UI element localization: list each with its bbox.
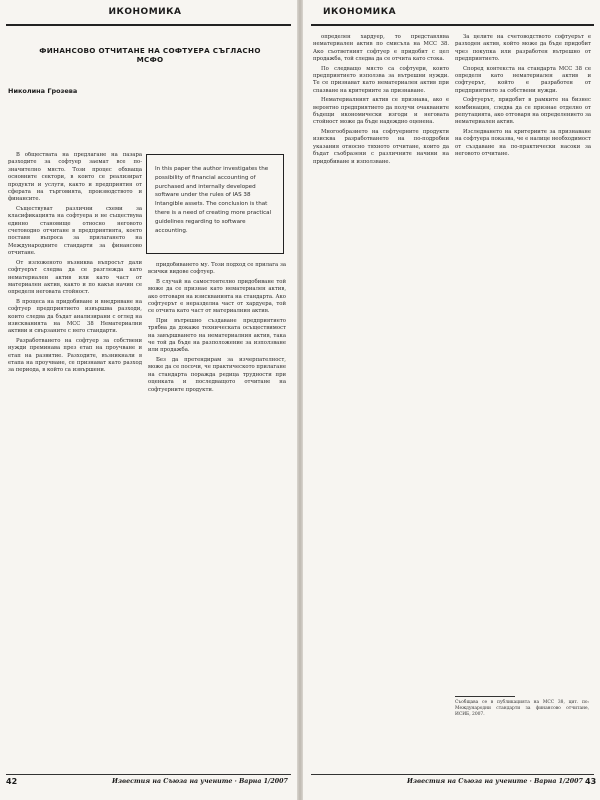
abstract-box: In this paper the author investigates the possibility of financial accounting of purchased and internally developed software under the rules of IAS 38 Intangible assets. The conclusion is that there is a need of creating more practical guidelines regarding to software accounting. [146,154,284,254]
paragraph: Разработването на софтуер за собствени нужди преминава през етап на проучване и етап на развитие. Разходите, възникнали в етапа на проучване, се признават като разход за периода, в който са извършени. [8,337,142,374]
section-header: ИКОНОМИКА [323,7,397,17]
right-column-2 [455,34,591,690]
paragraph: По следващо място са софтуери, които предприятието използва за вътрешни нужди. Те се признават като нематериален актив при спазване на критериите за признаване. [313,65,449,94]
paragraph: определен хардуер, то представлява нематериален актив по смисъла на МСС 38. Ако съответният софтуер е придобит с цел продажба, той следва да се отчита като стока. [313,34,449,63]
paragraph: придобиването му. Този подход се прилага за всички видове софтуер. [148,262,286,276]
footnote: Съобщава се в публикацията на МСС 38, цит. по: Международни стандарти за финансово отчитане, ИСИБ, 2007. [455,700,589,717]
paragraph: При вътрешно създаване предприятието трябва да докаже техническата осъществимост на завършването на нематериалния актив, така че той да бъде на разположение за използване или продажба. [148,317,286,354]
header-rule [6,24,291,26]
paragraph: Софтуерът, придобит в рамките на бизнес комбинация, следва да се признае отделно от репутацията, ако отговаря на определението за нематериален актив. [455,97,591,126]
paragraph: Изследването на критериите за признаване на софтуера показва, че е налице необходимост от създаване на по-практически насоки за неговото отчитане. [455,128,591,158]
paragraph: За целите на счетоводството софтуерът е разходен актив, който може да бъде придобит чрез покупка или разработен вътрешно от предприятието. [455,34,591,63]
page-number: 43 [585,777,597,786]
footnote-rule [455,696,515,697]
paragraph: Според контекста на стандарта МСС 38 се определя като нематериален актив и софтуерът, който е разработен от предприятието за собствени нужди. [455,65,591,94]
paragraph: В процеса на придобиване и внедряване на софтуер предприятието извършва разходи, които следва да бъдат анализирани с оглед на изискванията на МСС 38 Нематериални активи и свързаните с него стандарти. [8,298,142,335]
article-author: Николина Грозева [8,87,78,95]
footer-rule [311,774,594,775]
left-page [0,0,297,800]
left-column-2 [148,262,286,770]
paragraph: В обществата на предлагане на пазара разходите за софтуер заемат все по-значително място. Този процес обхваща основните сектори, в които се реализират продукти и услуги, както и предприятия от сферата на търговията, производството и финансите. [8,152,142,203]
paragraph: Нематериалният актив се признава, ако е вероятно предприятието да получи очакваните бъдещи икономически изгоди и неговата стойност може да бъде надеждно оценена. [313,97,449,126]
section-header: ИКОНОМИКА [108,7,182,17]
paragraph: Съществуват различни схеми за класификацията на софтуера и не съществува единно становище относно неговото счетоводно отчитане в предприятията, което поставя въпроса за прилагането на Международните стандарти за финансово отчитане. [8,205,142,257]
paragraph: Без да претендирам за изчерпателност, може да се посочи, че практическото прилагане на стандарта поражда редица трудности при оценката и последващото отчитане на софтуерните продукти. [148,356,286,393]
right-column-1 [313,34,449,770]
header-rule [311,24,594,26]
journal-title: Известия на Съюза на учените · Варна 1/2007 [112,778,288,785]
journal-title: Известия на Съюза на учените · Варна 1/2007 [407,778,583,785]
footer-rule [6,774,291,775]
article-title: ФИНАНСОВО ОТЧИТАНЕ НА СОФТУЕРА СЪГЛАСНО МСФО [39,46,261,64]
paragraph: От изложеното възниква въпросът дали софтуерът следва да се разглежда като нематериален актив или като част от материален актив, както и по какъв начин се определя неговата стойност. [8,259,142,296]
left-column-1 [8,152,142,770]
page-number: 42 [6,777,18,786]
paragraph: Многообразието на софтуерните продукти изисква разработването на по-подробни указания относно тяхното отчитане, които да бъдат съобразени с различните начини на придобиване и използване. [313,128,449,165]
right-page [303,0,600,800]
paragraph: В случай на самостоятелно придобиване той може да се признае като нематериален актив, ако отговаря на изискванията на стандарта. Ако софтуерът е неразделна част от хардуера, той се отчита като част от материалния актив. [148,278,286,315]
